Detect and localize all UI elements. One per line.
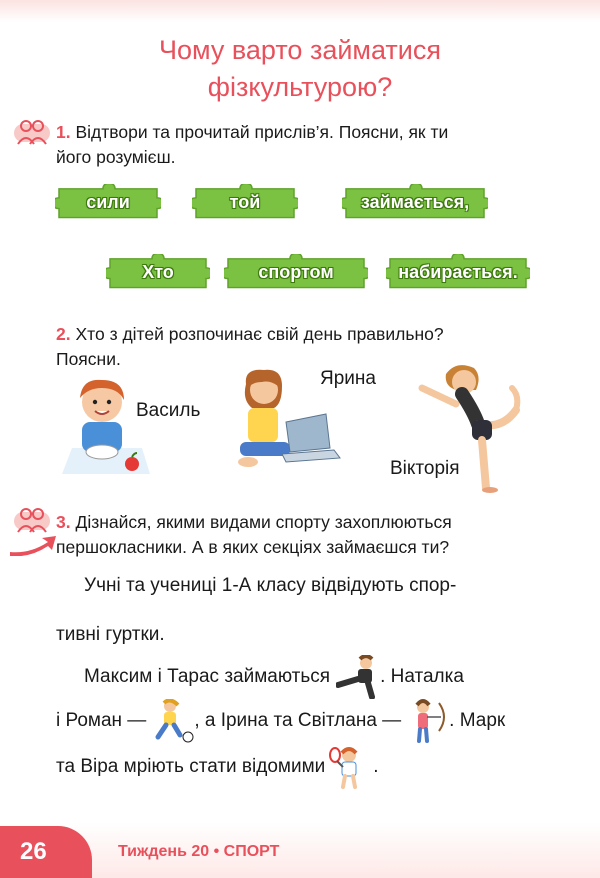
paragraph-1b: [56, 620, 556, 649]
para2-text-g: .: [373, 756, 379, 777]
para2-text-d: , а Ірина та Світлана —: [194, 710, 402, 731]
pair-work-icon: [14, 118, 50, 146]
para2-text-a: Максим і Тарас займаються: [84, 666, 331, 687]
child-name-viktoriya: Вікторія: [390, 458, 460, 479]
page-title: [0, 32, 600, 106]
child-name-vasyl: Василь: [136, 400, 201, 421]
top-decor-band: [0, 0, 600, 22]
para2-text-c: і Роман —: [56, 710, 147, 731]
task3-line2: першокласники. А в яких секціях займаєшся ти?: [56, 537, 450, 557]
task1-number: 1.: [56, 122, 71, 142]
tennis-boy-icon: [329, 745, 373, 789]
puzzle-piece: [55, 184, 161, 220]
paragraph-1: [56, 571, 556, 600]
puzzle-piece: [192, 184, 298, 220]
puzzle-word-1: сили: [86, 191, 130, 212]
puzzle-word-5: спортом: [258, 261, 334, 282]
karate-boy-icon: [336, 655, 380, 699]
title-line-2: фізкультурою?: [207, 72, 393, 102]
task1-text: [56, 120, 550, 170]
red-arrow-icon: [8, 534, 56, 556]
boy-breakfast-illustration: [58, 374, 154, 478]
pair-work-icon: [14, 506, 50, 534]
puzzle-word-6: набирається.: [398, 261, 518, 282]
paragraph-2-line3: [56, 744, 556, 790]
puzzle-word-4: Хто: [142, 261, 174, 282]
para2-text-b: . Наталка: [380, 666, 464, 687]
para2-text-e: . Марк: [449, 710, 506, 731]
puzzle-word-2: той: [229, 191, 261, 212]
puzzle-piece: [224, 254, 368, 290]
task2-line1: Хто з дітей розпочинає свій день правильно?: [75, 324, 444, 344]
task3-number: 3.: [56, 512, 71, 532]
task1-line1: Відтвори та прочитай прислів’я. Поясни, як ти: [75, 122, 449, 142]
paragraph-2-line2: [56, 698, 556, 744]
task1-line2: його розумієш.: [56, 147, 176, 167]
paragraph-1-line1: Учні та учениці 1-А класу відвідують спор-: [84, 575, 457, 596]
task3-text: [56, 510, 550, 560]
puzzle-piece: [386, 254, 530, 290]
task2-line2: Поясни.: [56, 349, 121, 369]
task3-line1: Дізнайся, якими видами спорту захоплюються: [75, 512, 452, 532]
archery-girl-icon: [405, 699, 449, 743]
para2-text-f: та Віра мріють стати відомими: [56, 756, 326, 777]
paragraph-1-line2: тивні гуртки.: [56, 624, 165, 645]
puzzle-word-3: займається,: [360, 191, 470, 212]
page-number: 26: [20, 838, 47, 865]
task2-number: 2.: [56, 324, 71, 344]
puzzle-piece: [106, 254, 210, 290]
paragraph-2-line1: [56, 654, 556, 700]
puzzle-piece: [342, 184, 488, 220]
child-name-yaryna: Ярина: [320, 368, 376, 389]
football-girl-icon: [150, 699, 194, 743]
title-line-1: Чому варто займатися: [159, 35, 441, 65]
footer-week-label: Тиждень 20 • СПОРТ: [118, 843, 280, 860]
